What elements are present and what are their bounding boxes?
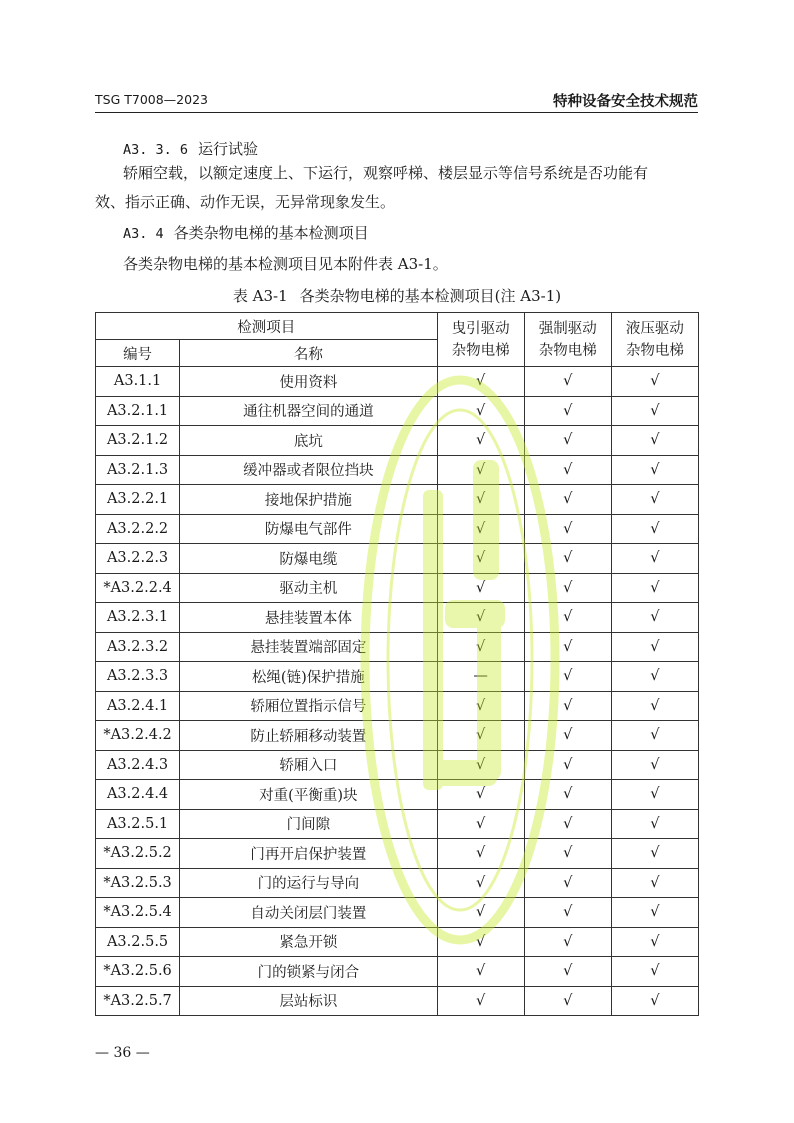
header-rule [95, 112, 698, 113]
cell-name: 门的运行与导向 [180, 868, 437, 898]
cell-traction: √ [437, 455, 524, 485]
cell-hydraulic: √ [611, 898, 698, 928]
header-forced-line1: 强制驱动 [538, 320, 597, 337]
cell-number: A3.2.4.4 [96, 780, 180, 810]
table-row [96, 367, 699, 397]
header-number: 编号 [96, 340, 180, 367]
cell-hydraulic: √ [611, 396, 698, 426]
table-row [96, 573, 699, 603]
cell-name: 底坑 [180, 426, 437, 456]
cell-forced: √ [524, 662, 611, 692]
cell-traction: √ [437, 426, 524, 456]
cell-traction: √ [437, 927, 524, 957]
cell-forced: √ [524, 603, 611, 633]
cell-number: A3.2.2.1 [96, 485, 180, 515]
cell-forced: √ [524, 868, 611, 898]
cell-traction: √ [437, 957, 524, 987]
table-row [96, 662, 699, 692]
cell-name: 门再开启保护装置 [180, 839, 437, 869]
cell-number: *A3.2.4.2 [96, 721, 180, 751]
paragraph-line: 轿厢空载，以额定速度上、下运行，观察呼梯、楼层显示等信号系统是否功能有 [123, 164, 649, 182]
cell-name: 门间隙 [180, 809, 437, 839]
cell-name: 悬挂装置端部固定 [180, 632, 437, 662]
cell-number: A3.2.1.1 [96, 396, 180, 426]
cell-traction: √ [437, 839, 524, 869]
table-row [96, 750, 699, 780]
cell-forced: √ [524, 809, 611, 839]
header-hydraulic [611, 313, 698, 367]
cell-name: 悬挂装置本体 [180, 603, 437, 633]
header-traction [437, 313, 524, 367]
cell-hydraulic: √ [611, 544, 698, 574]
table-row [96, 426, 699, 456]
cell-hydraulic: √ [611, 603, 698, 633]
cell-traction: √ [437, 544, 524, 574]
cell-name: 通往机器空间的通道 [180, 396, 437, 426]
table-row [96, 809, 699, 839]
cell-number: *A3.2.5.4 [96, 898, 180, 928]
page-header-title: 特种设备安全技术规范 [553, 94, 698, 110]
section-heading-a336 [123, 138, 258, 159]
cell-traction: √ [437, 986, 524, 1016]
section-heading-a34 [123, 222, 369, 243]
cell-number: *A3.2.5.3 [96, 868, 180, 898]
header-traction-line2: 杂物电梯 [451, 342, 510, 359]
cell-forced: √ [524, 780, 611, 810]
table-row [96, 396, 699, 426]
cell-hydraulic: √ [611, 367, 698, 397]
cell-hydraulic: √ [611, 573, 698, 603]
section-title: 各类杂物电梯的基本检测项目 [173, 224, 369, 242]
table-caption-number: 表 A3-1 [232, 287, 288, 305]
section-title: 运行试验 [198, 140, 259, 158]
cell-name: 防爆电缆 [180, 544, 437, 574]
cell-hydraulic: √ [611, 632, 698, 662]
cell-traction: √ [437, 367, 524, 397]
cell-traction: √ [437, 750, 524, 780]
cell-name: 门的锁紧与闭合 [180, 957, 437, 987]
cell-hydraulic: √ [611, 750, 698, 780]
table-row [96, 691, 699, 721]
cell-traction: √ [437, 396, 524, 426]
section-number: A3. 3. 6 [123, 142, 189, 158]
table-row [96, 455, 699, 485]
cell-hydraulic: √ [611, 986, 698, 1016]
table-caption-title: 各类杂物电梯的基本检测项目(注 A3-1) [299, 287, 562, 305]
cell-forced: √ [524, 750, 611, 780]
cell-number: A3.2.2.2 [96, 514, 180, 544]
table-row [96, 986, 699, 1016]
header-name: 名称 [180, 340, 437, 367]
cell-name: 接地保护措施 [180, 485, 437, 515]
cell-hydraulic: √ [611, 514, 698, 544]
cell-forced: √ [524, 957, 611, 987]
table-row [96, 721, 699, 751]
cell-hydraulic: √ [611, 485, 698, 515]
paragraph-line: 效、指示正确、动作无误，无异常现象发生。 [95, 193, 396, 211]
cell-forced: √ [524, 839, 611, 869]
cell-number: A3.2.4.3 [96, 750, 180, 780]
table-row [96, 603, 699, 633]
cell-number: A3.2.3.3 [96, 662, 180, 692]
cell-number: A3.2.5.5 [96, 927, 180, 957]
cell-name: 驱动主机 [180, 573, 437, 603]
cell-traction: √ [437, 573, 524, 603]
cell-hydraulic: √ [611, 780, 698, 810]
header-forced [524, 313, 611, 367]
cell-number: A3.2.5.1 [96, 809, 180, 839]
table-row [96, 780, 699, 810]
cell-forced: √ [524, 927, 611, 957]
cell-number: *A3.2.5.7 [96, 986, 180, 1016]
cell-forced: √ [524, 485, 611, 515]
table-row [96, 898, 699, 928]
cell-forced: √ [524, 632, 611, 662]
cell-traction: √ [437, 868, 524, 898]
cell-forced: √ [524, 544, 611, 574]
cell-name: 紧急开锁 [180, 927, 437, 957]
cell-traction: √ [437, 603, 524, 633]
header-hydraulic-line2: 杂物电梯 [625, 342, 684, 359]
header-hydraulic-line1: 液压驱动 [625, 320, 684, 337]
header-inspection-items: 检测项目 [96, 313, 438, 340]
cell-name: 使用资料 [180, 367, 437, 397]
cell-traction: √ [437, 632, 524, 662]
table-row [96, 927, 699, 957]
header-traction-line1: 曳引驱动 [451, 320, 510, 337]
cell-hydraulic: √ [611, 839, 698, 869]
cell-name: 对重(平衡重)块 [180, 780, 437, 810]
table-row [96, 957, 699, 987]
cell-traction: √ [437, 721, 524, 751]
cell-number: A3.2.4.1 [96, 691, 180, 721]
cell-traction: — [437, 662, 524, 692]
cell-number: A3.2.3.2 [96, 632, 180, 662]
cell-number: A3.2.3.1 [96, 603, 180, 633]
table-row [96, 632, 699, 662]
cell-hydraulic: √ [611, 721, 698, 751]
table-row [96, 485, 699, 515]
cell-number: *A3.2.5.2 [96, 839, 180, 869]
cell-number: A3.2.2.3 [96, 544, 180, 574]
cell-forced: √ [524, 455, 611, 485]
cell-name: 轿厢入口 [180, 750, 437, 780]
cell-name: 层站标识 [180, 986, 437, 1016]
cell-traction: √ [437, 691, 524, 721]
cell-forced: √ [524, 514, 611, 544]
cell-name: 自动关闭层门装置 [180, 898, 437, 928]
cell-number: *A3.2.5.6 [96, 957, 180, 987]
cell-name: 缓冲器或者限位挡块 [180, 455, 437, 485]
cell-traction: √ [437, 898, 524, 928]
paragraph-line: 各类杂物电梯的基本检测项目见本附件表 A3-1。 [123, 255, 448, 273]
cell-traction: √ [437, 514, 524, 544]
cell-name: 防爆电气部件 [180, 514, 437, 544]
cell-traction: √ [437, 809, 524, 839]
table-row [96, 839, 699, 869]
cell-hydraulic: √ [611, 927, 698, 957]
cell-number: A3.2.1.3 [96, 455, 180, 485]
table-row [96, 544, 699, 574]
section-number: A3. 4 [123, 226, 164, 242]
cell-hydraulic: √ [611, 426, 698, 456]
cell-forced: √ [524, 691, 611, 721]
cell-hydraulic: √ [611, 455, 698, 485]
table-row [96, 514, 699, 544]
cell-forced: √ [524, 898, 611, 928]
cell-hydraulic: √ [611, 662, 698, 692]
cell-number: *A3.2.2.4 [96, 573, 180, 603]
cell-forced: √ [524, 396, 611, 426]
cell-forced: √ [524, 426, 611, 456]
cell-forced: √ [524, 721, 611, 751]
cell-hydraulic: √ [611, 691, 698, 721]
cell-name: 轿厢位置指示信号 [180, 691, 437, 721]
cell-number: A3.2.1.2 [96, 426, 180, 456]
page-number: — 36 — [95, 1045, 150, 1061]
table-caption [0, 285, 794, 306]
cell-hydraulic: √ [611, 957, 698, 987]
inspection-items-table [95, 312, 699, 1016]
cell-forced: √ [524, 367, 611, 397]
cell-number: A3.1.1 [96, 367, 180, 397]
cell-name: 防止轿厢移动装置 [180, 721, 437, 751]
cell-name: 松绳(链)保护措施 [180, 662, 437, 692]
cell-forced: √ [524, 573, 611, 603]
page-header-code: TSG T7008—2023 [95, 92, 208, 107]
header-forced-line2: 杂物电梯 [538, 342, 597, 359]
cell-hydraulic: √ [611, 809, 698, 839]
cell-traction: √ [437, 780, 524, 810]
cell-traction: √ [437, 485, 524, 515]
table-row [96, 868, 699, 898]
cell-forced: √ [524, 986, 611, 1016]
cell-hydraulic: √ [611, 868, 698, 898]
